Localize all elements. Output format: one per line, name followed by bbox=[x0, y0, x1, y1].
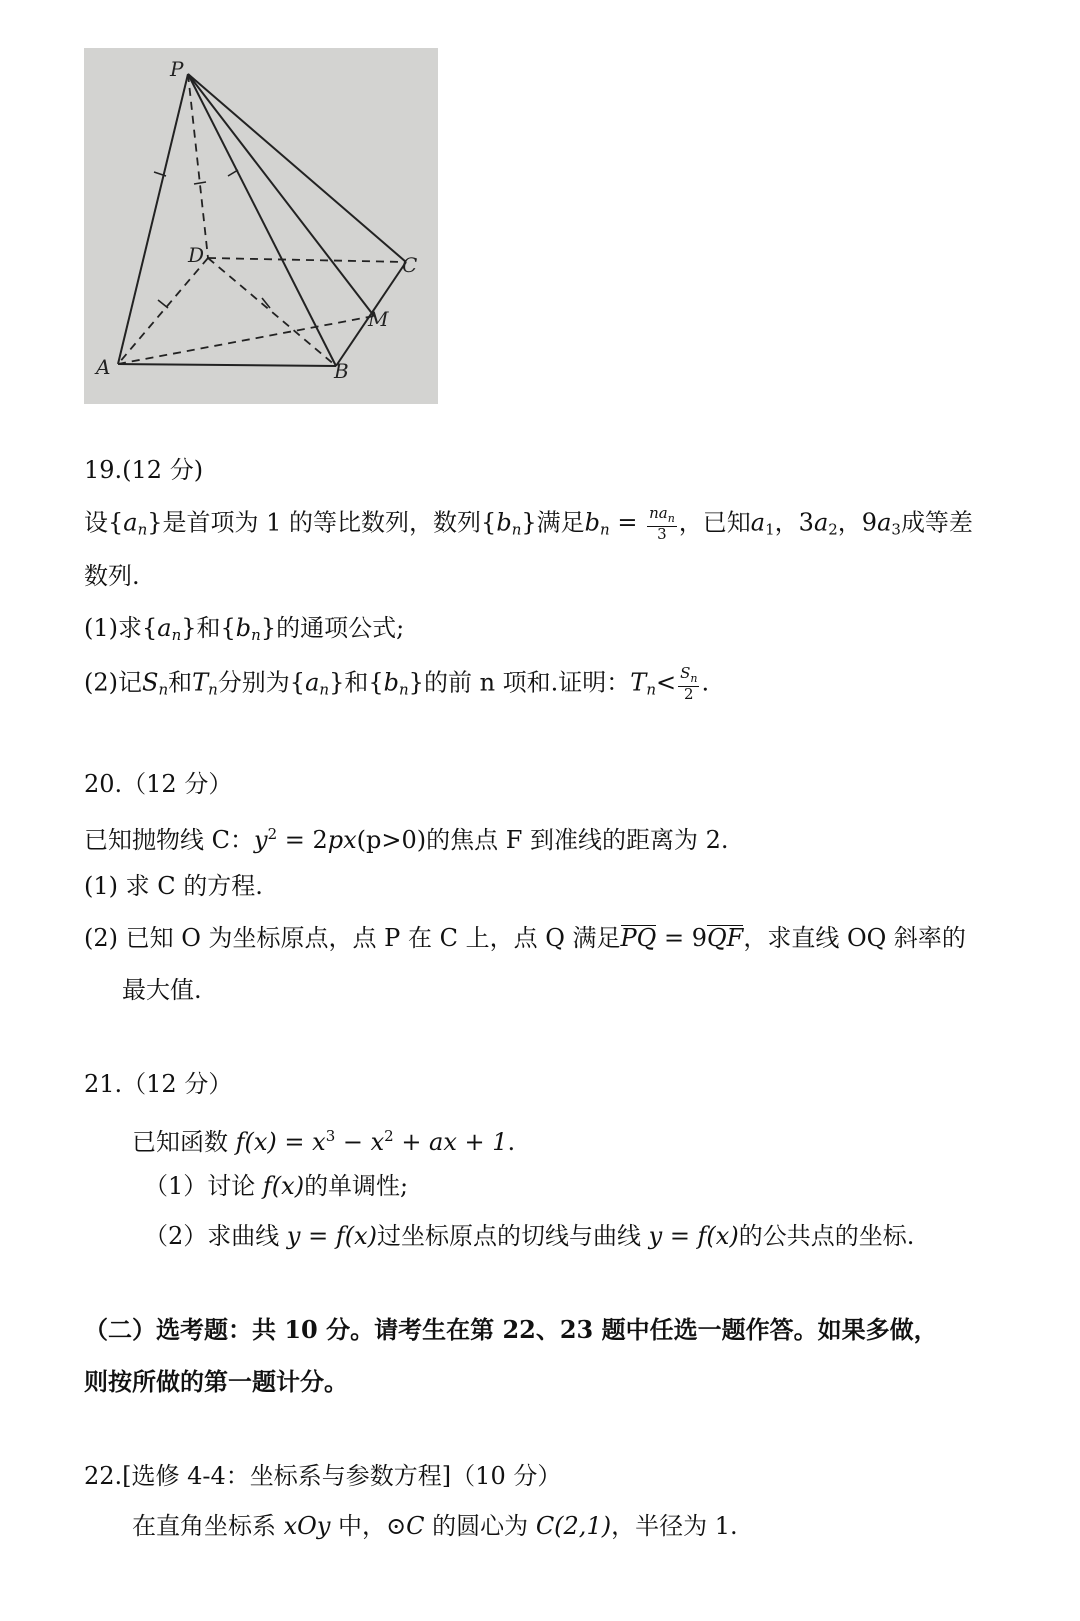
text: ，3 bbox=[774, 508, 814, 537]
equals: = bbox=[609, 508, 646, 537]
edge-PM bbox=[188, 74, 374, 316]
edge-DB-hidden bbox=[208, 258, 336, 366]
text: (p>0)的焦点 F 到准线的距离为 2. bbox=[356, 826, 729, 854]
text: (1)求{ bbox=[84, 614, 158, 642]
label-C: C bbox=[402, 253, 418, 277]
numerator: na bbox=[649, 504, 668, 522]
math-b: b bbox=[584, 508, 601, 537]
q20-line4: 最大值. bbox=[122, 976, 202, 1004]
math-b: b bbox=[383, 668, 399, 697]
text: 中， bbox=[330, 1512, 387, 1540]
edge-AB bbox=[118, 364, 336, 366]
fraction-nan-3 bbox=[647, 506, 677, 542]
q21-header: 21.（12 分） bbox=[84, 1070, 233, 1098]
math-y: y bbox=[254, 826, 268, 854]
sub-n: n bbox=[646, 680, 656, 699]
edge-AM-hidden bbox=[118, 316, 374, 364]
text: 成等差 bbox=[900, 508, 973, 537]
q19-line2: 数列. bbox=[84, 562, 140, 590]
math-minus-x: − x bbox=[335, 1128, 385, 1156]
edge-PB bbox=[188, 74, 336, 366]
fraction-Sn-2 bbox=[678, 666, 699, 702]
edge-DC-hidden bbox=[208, 258, 406, 262]
text: 分别为{ bbox=[217, 668, 306, 697]
text: 设{ bbox=[84, 508, 124, 537]
math-a: a bbox=[813, 508, 829, 537]
text: (2) 已知 O 为坐标原点，点 P 在 C 上，点 Q 满足 bbox=[84, 924, 621, 952]
math-px: px bbox=[327, 826, 357, 854]
label-D: D bbox=[188, 243, 205, 267]
text: . bbox=[507, 1128, 516, 1156]
sub-n: n bbox=[399, 680, 409, 699]
text: }是首项为 1 的等比数列，数列{ bbox=[147, 508, 497, 537]
denominator: 2 bbox=[684, 685, 694, 703]
pyramid-diagram bbox=[84, 48, 438, 404]
section-heading-line1: （二）选考题：共 10 分。请考生在第 22、23 题中任选一题作答。如果多做， bbox=[84, 1315, 938, 1344]
text: ，已知 bbox=[678, 508, 751, 537]
vector-QF: QF bbox=[707, 924, 744, 952]
math-xOy: xOy bbox=[283, 1512, 331, 1540]
text: }的前 n 项和.证明： bbox=[408, 668, 631, 697]
text: }和{ bbox=[329, 668, 384, 697]
text: ，求直线 OQ 斜率的 bbox=[743, 924, 966, 952]
text: }的通项公式; bbox=[260, 614, 405, 642]
edge-PD-hidden bbox=[188, 74, 208, 258]
q19-line1 bbox=[84, 506, 973, 546]
q20-line1 bbox=[84, 818, 729, 856]
sub-n: n bbox=[137, 520, 148, 539]
math-C: C bbox=[406, 1512, 425, 1540]
sup-3: 3 bbox=[325, 1127, 336, 1145]
text: ，半径为 1. bbox=[611, 1512, 738, 1540]
label-B: B bbox=[334, 359, 349, 383]
label-P: P bbox=[170, 57, 184, 81]
less-than: < bbox=[655, 668, 677, 697]
sub-2: 2 bbox=[828, 520, 838, 539]
text: 的公共点的坐标. bbox=[738, 1222, 915, 1250]
math-fx: f(x) = x bbox=[235, 1128, 326, 1156]
label-A: A bbox=[96, 355, 111, 379]
q21-line2 bbox=[144, 1170, 408, 1202]
text: 已知抛物线 C： bbox=[84, 826, 254, 854]
q19-line3 bbox=[84, 612, 404, 651]
math-S: S bbox=[142, 668, 159, 697]
sup-2: 2 bbox=[384, 1127, 394, 1145]
math-T: T bbox=[630, 668, 647, 697]
math-b: b bbox=[496, 508, 512, 537]
math-a: a bbox=[157, 614, 172, 642]
sub-n: n bbox=[251, 626, 261, 644]
math-fx: f(x) bbox=[262, 1172, 305, 1200]
text: （2）求曲线 bbox=[144, 1222, 287, 1250]
sub-n: n bbox=[208, 680, 218, 699]
denominator: 3 bbox=[657, 525, 667, 543]
sub-1: 1 bbox=[765, 520, 775, 539]
q22-line1 bbox=[132, 1510, 738, 1542]
text: ，9 bbox=[837, 508, 878, 537]
math-y-fx: y = f(x) bbox=[648, 1222, 739, 1250]
q19-line4 bbox=[84, 666, 709, 706]
text: . bbox=[701, 668, 710, 697]
text: 在直角坐标系 bbox=[132, 1512, 284, 1540]
sub-n: n bbox=[158, 680, 169, 699]
text: = 2 bbox=[277, 826, 328, 854]
sub-n: n bbox=[319, 680, 330, 699]
sub-n: n bbox=[171, 626, 182, 644]
edge-PC bbox=[188, 74, 406, 262]
tick-mark bbox=[158, 300, 168, 308]
text: (2)记 bbox=[84, 668, 142, 697]
label-M: M bbox=[368, 307, 389, 331]
section-heading-line2: 则按所做的第一题计分。 bbox=[84, 1367, 348, 1396]
sub-n: n bbox=[511, 520, 522, 539]
text: = 9 bbox=[656, 924, 707, 952]
text: }和{ bbox=[181, 614, 236, 642]
numerator: S bbox=[680, 664, 691, 682]
vector-PQ: PQ bbox=[620, 924, 657, 952]
tick-mark bbox=[228, 170, 238, 176]
tick-mark bbox=[194, 182, 206, 184]
q21-line3 bbox=[144, 1220, 914, 1252]
math-C-point: C(2,1) bbox=[535, 1512, 612, 1540]
text: 的圆心为 bbox=[424, 1512, 536, 1540]
q20-line2: (1) 求 C 的方程. bbox=[84, 872, 263, 900]
q21-line1 bbox=[132, 1120, 515, 1158]
text: （1）讨论 bbox=[144, 1172, 263, 1200]
circle-symbol: ⊙ bbox=[386, 1512, 407, 1540]
text: 已知函数 bbox=[132, 1128, 236, 1156]
sub-3: 3 bbox=[891, 520, 901, 539]
math-a: a bbox=[305, 668, 320, 697]
q19-header: 19.(12 分) bbox=[84, 456, 204, 484]
q22-header: 22.[选修 4-4：坐标系与参数方程]（10 分） bbox=[84, 1462, 562, 1490]
math-y-fx: y = f(x) bbox=[286, 1222, 377, 1250]
sub-n: n bbox=[600, 520, 610, 539]
math-b: b bbox=[235, 614, 252, 642]
text: }满足 bbox=[521, 508, 585, 537]
math-a: a bbox=[750, 508, 766, 537]
text: 过坐标原点的切线与曲线 bbox=[376, 1222, 649, 1250]
pyramid-figure bbox=[84, 48, 438, 404]
q20-header: 20.（12 分） bbox=[84, 770, 233, 798]
text: 的单调性; bbox=[304, 1172, 409, 1200]
sup-2: 2 bbox=[267, 825, 278, 843]
q20-line3 bbox=[84, 922, 966, 954]
sub-n: n bbox=[667, 512, 675, 525]
math-a: a bbox=[877, 508, 892, 537]
sub-n: n bbox=[690, 672, 698, 685]
text: 和 bbox=[168, 668, 193, 697]
math-rest: + ax + 1 bbox=[393, 1128, 508, 1156]
edge-PA bbox=[118, 74, 188, 364]
math-T: T bbox=[192, 668, 209, 697]
math-a: a bbox=[123, 508, 138, 537]
